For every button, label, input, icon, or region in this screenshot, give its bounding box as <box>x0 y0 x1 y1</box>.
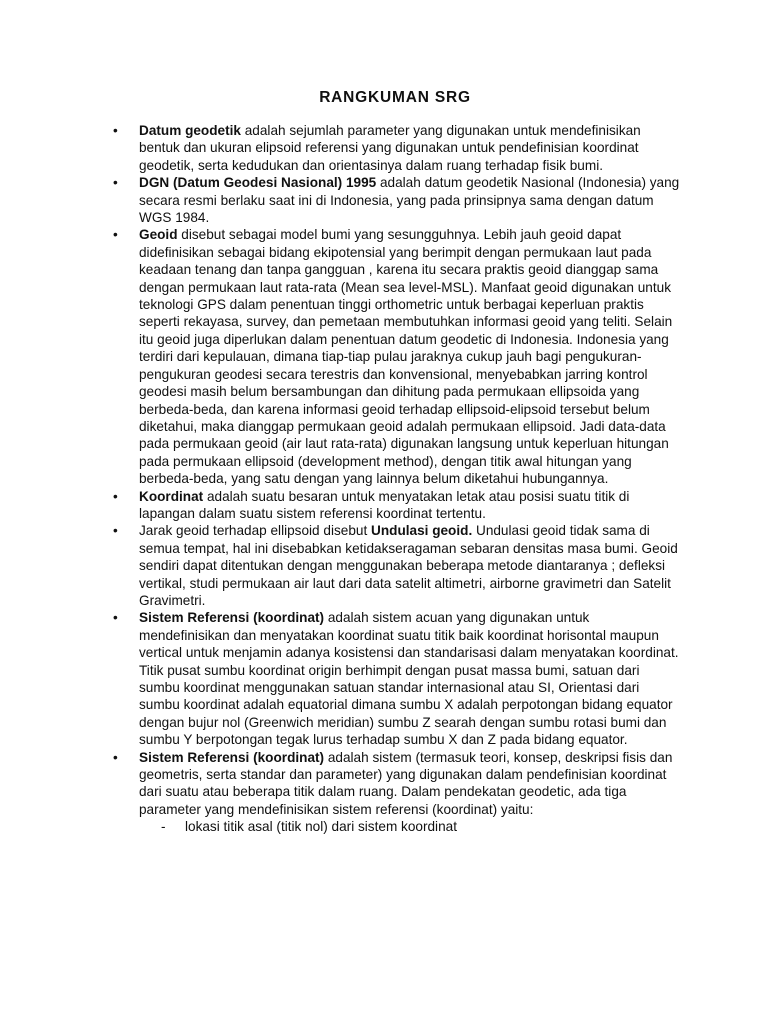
definition: adalah sistem acuan yang digunakan untuk mendefinisikan dan menyatakan koordinat suatu titik baik koordinat horisontal maupun vertical untuk menjamin adanya kosistensi dan standarisasi dalam menyatakan koordinat. Titik pusat sumbu koordinat origin berhimpit dengan pusat massa bumi, satuan dari sumbu koordinat menggunakan satuan standar internasional atau SI, Orientasi dari sumbu koordinat adalah equatorial dimana sumbu X adalah perpotongan bidang equator dengan bujur nol (Greenwich meridian) sumbu Z searah dengan sumbu rotasi bumi dan sumbu Y berpotongan tegak lurus terhadap sumbu X dan Z pada bidang equator. <box>139 610 679 748</box>
list-item <box>113 174 683 226</box>
list-item <box>113 609 683 748</box>
list-item <box>113 749 683 836</box>
definition-post: Undulasi geoid tidak sama di semua tempat, hal ini disebabkan ketidakseragaman sebaran densitas masa bumi. Geoid sendiri dapat ditentukan dengan menggunakan beberapa metode diantaranya ; defleksi vertikal, studi permukaan air laut dari data satelit altimetri, airborne gravimetri dan Satelit Gravimetri. <box>139 523 678 608</box>
sub-list-item <box>139 818 683 835</box>
definition: adalah sistem (termasuk teori, konsep, deskripsi fisis dan geometris, serta standar dan parameter) yang digunakan dalam pendefinisian koordinat dari suatu atau beberapa titik dalam ruang. Dalam pendekatan geodetic, ada tiga parameter yang mendefinisikan sistem referensi (koordinat) yaitu: <box>139 749 673 817</box>
bullet-icon: • <box>113 610 118 626</box>
sub-list <box>139 818 683 835</box>
list-item <box>113 488 683 523</box>
bullet-icon: • <box>113 123 118 138</box>
bullet-icon: • <box>113 488 118 504</box>
list-item <box>113 122 683 174</box>
bullet-icon: • <box>113 227 118 243</box>
term: Koordinat <box>139 488 204 504</box>
definition: adalah suatu besaran untuk menyatakan letak atau posisi suatu titik di lapangan dalam suatu sistem referensi koordinat tertentu. <box>139 488 630 521</box>
sub-list-text: lokasi titik asal (titik nol) dari sistem koordinat <box>185 819 457 835</box>
definition: adalah datum geodetik Nasional (Indonesia) yang secara resmi berlaku saat ini di Indonesia, yang pada prinsipnya sama dengan datum WGS 1984. <box>139 175 680 226</box>
definition: adalah sejumlah parameter yang digunakan untuk mendefinisikan bentuk dan ukuran elipsoid referensi yang digunakan untuk pendefinisian koordinat geodetik, serta kedudukan dan orientasinya dalam ruang terhadap fisik bumi. <box>139 123 641 173</box>
page-title: RANGKUMAN SRG <box>319 89 471 106</box>
bullet-icon: • <box>113 523 118 539</box>
bullet-icon: • <box>113 175 118 191</box>
bullet-list <box>113 122 683 836</box>
definition: disebut sebagai model bumi yang sesungguhnya. Lebih jauh geoid dapat didefinisikan sebagai bidang ekipotensial yang berimpit dengan permukaan laut pada keadaan tenang dan tanpa gangguan , karena itu secara praktis geoid dianggap sama dengan permukaan laut rata-rata (Mean sea level-MSL). Manfaat geoid digunakan untuk teknologi GPS dalam penentuan tinggi orthometric untuk berbagai keperluan praktis seperti rekayasa, survey, dan pemetaan membutuhkan informasi geoid yang teliti. Selain itu geoid juga diperlukan dalam penentuan datum geodetic di Indonesia. Indonesia yang terdiri dari kepulauan, dimana tiap-tiap pulau jaraknya cukup jauh bagi pengukuran-pengukuran geodesi secara terestris dan konvensional, menyebabkan jarring kontrol geodesi masih belum bersambungan dan dihitung pada permukaan ellipsoida yang berbeda-beda, dan karena informasi geoid terhadap ellipsoid-elipsoid tersebut belum diketahui, maka dianggap permukaan geoid adalah permukaan ellipsoid. Jadi data-data pada permukaan geoid (air laut rata-rata) digunakan langsung untuk keperluan hitungan pada permukaan ellipsoid (development method), dengan titik awal hitungan yang berbeda-beda, yang satu dengan yang lainnya belum diketahui hubungannya. <box>139 227 673 487</box>
term: Sistem Referensi (koordinat) <box>139 749 325 765</box>
term: Geoid <box>139 227 178 243</box>
dash-icon: - <box>161 819 166 835</box>
bullet-icon: • <box>113 749 118 765</box>
definition-pre: Jarak geoid terhadap ellipsoid disebut <box>139 523 372 539</box>
term: Undulasi geoid. <box>371 523 473 539</box>
term: DGN (Datum Geodesi Nasional) 1995 <box>139 175 377 191</box>
list-item <box>113 522 683 609</box>
list-item <box>113 226 683 487</box>
term: Sistem Referensi (koordinat) <box>139 610 325 626</box>
term: Datum geodetik <box>139 123 241 138</box>
